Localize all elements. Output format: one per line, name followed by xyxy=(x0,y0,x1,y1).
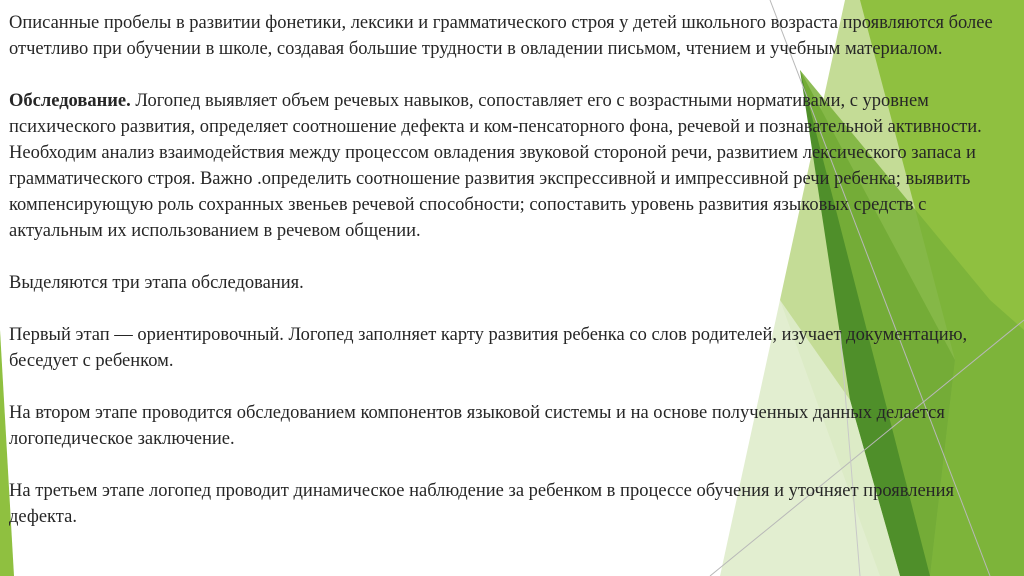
spacer xyxy=(9,244,1024,270)
spacer xyxy=(9,62,1024,88)
stage-2-paragraph: На втором этапе проводится обследованием компонентов языковой системы и на основе полученных данных делается логопедическое заключение. xyxy=(9,403,950,449)
stage-3-paragraph: На третьем этапе логопед проводит динамическое наблюдение за ребенком в процессе обучения и уточняет проявления дефекта. xyxy=(9,481,959,527)
exam-label: Обследование. xyxy=(9,91,131,111)
spacer xyxy=(9,374,1024,400)
stage-1-paragraph: Первый этап — ориентировочный. Логопед заполняет карту развития ребенка со слов родителей, изучает документацию, беседует с ребенком. xyxy=(9,325,972,371)
exam-paragraph xyxy=(9,88,1024,140)
exam-text: Логопед выявляет объем речевых навыков, сопоставляет его с возрастными нормативами, с уровнем психического развития, определяет соотношение дефекта и ком-пенсаторного фона, речевой и познавательной активности. xyxy=(9,91,982,137)
spacer xyxy=(9,452,1024,478)
stages-intro-paragraph: Выделяются три этапа обследования. xyxy=(9,273,304,293)
intro-paragraph: Описанные пробелы в развитии фонетики, лексики и грамматического строя у детей школьного возраста проявляются более отчетливо при обучении в школе, создавая большие трудности в овладении письмом, чтением и учебным материалом. xyxy=(9,13,998,59)
analysis-paragraph: Необходим анализ взаимодействия между процессом овладения звуковой стороной речи, развитием лексического запаса и грамматического строя. Важно .определить соотношение развития экспрессивной и импрессивной речи ребенка; выявить компенсирующую роль сохранных звеньев речевой способности; сопоставить уровень развития языковых средств с актуальным их использованием в речевом общении. xyxy=(9,143,981,241)
spacer xyxy=(9,296,1024,322)
